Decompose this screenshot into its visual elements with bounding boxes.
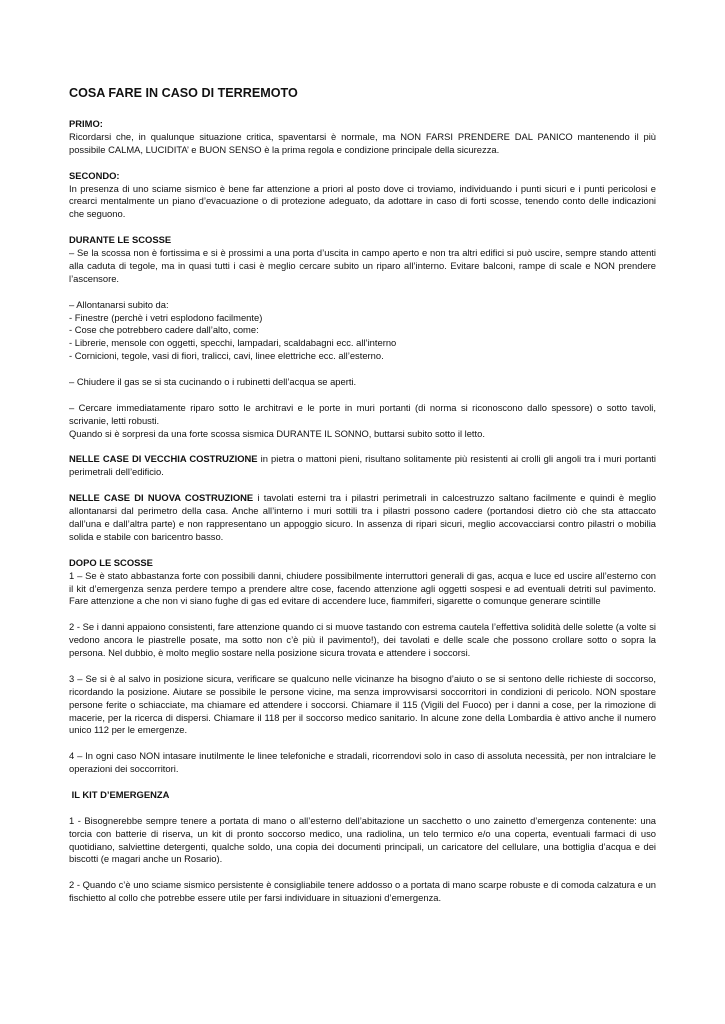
durante-paragraph: Quando si è sorpresi da una forte scossa sismica DURANTE IL SONNO, buttarsi subito sotto il letto. [69,427,485,439]
nuova-bold: NELLE CASE DI NUOVA COSTRUZIONE [69,492,254,504]
kit-heading: IL KIT D’EMERGENZA [69,788,170,800]
durante-paragraph: – Se la scossa non è fortissima e si è prossimi a una porta d’uscita in campo aperto e non tra altri edifici si può uscire, sempre stando attenti alla caduta di tegole, ma in quasi tutti i casi è meglio cercare subito un riparo all’interno. Evitare balconi, rampe di scale e NON prendere l’ascensore. [69,247,656,284]
durante-heading: DURANTE LE SCOSSE [69,234,172,246]
vecchia-text: in pietra o mattoni pieni, risultano solitamente più resistenti ai crolli gli angoli tra i muri portanti perimetrali dell’edificio. [69,453,656,478]
section-primo [69,118,656,157]
durante-paragraph: – Chiudere il gas se si sta cucinando o i rubinetti dell’acqua se aperti. [69,376,357,388]
list-item: - Librerie, mensole con oggetti, specchi, lampadari, scaldabagni ecc. all’interno [69,337,397,349]
nuova-text: i tavolati esterni tra i pilastri perimetrali in calcestruzzo saltano facilmente e quindi è meglio allontanarsi dal perimetro della casa. Anche all’interno i muri sottili tra i pilastri possono cadere (portandosi dietro ciò che sta attaccato dall’una e dall’altra parte) e non rappresentano un appoggio sicuro. In assenza di ripari sicuri, meglio accovacciarsi contro pilastri o mobilia solida e stabile con baricentro basso. [69,492,656,542]
section-nuova [69,492,656,544]
kit-paragraph: 1 - Bisognerebbe sempre tenere a portata di mano o all’esterno dell’abitazione un sacchetto o uno zainetto d’emergenza contenente: una torcia con batterie di riserva, un kit di pronto soccorso medico, una radiolina, un telo termico e/o una coperta, eventuali farmaci di uso quotidiano, salviettine detergenti, qualche soldo, una copia dei documenti principali, un caricatore del cellulare, una bottiglia d’acqua e dei biscotti (e magari anche un Rosario). [69,814,656,865]
list-item: – Allontanarsi subito da: [69,298,169,310]
document-page [69,86,656,918]
dopo-paragraph: 2 - Se i danni appaiono consistenti, fare attenzione quando ci si muove tastando con estrema cautela l’effettiva solidità delle solette (a volte si vedono ancora le piastrelle posate, ma sotto non c’è più il pavimento!), dei tavolati e delle scale che possono crollare sotto o sopra la persona. Nel dubbio, è molto meglio sostare nella posizione sicura trovata e attendere i soccorsi. [69,621,656,659]
kit-paragraph: 2 - Quando c’è uno sciame sismico persistente è consigliabile tenere addosso o a portata di mano scarpe robuste e di comoda calzatura e un fischietto al collo che potrebbe essere utile per farsi individuare in situazioni d’emergenza. [69,879,656,904]
dopo-paragraph: 1 – Se è stato abbastanza forte con possibili danni, chiudere possibilmente interruttori generali di gas, acqua e luce ed uscire all’esterno con il kit d’emergenza senza perdere tempo a prendere altre cose, facendo attenzione agli oggetti sospesi e ad eventuali detriti sul pavimento. Fare attenzione a che non vi siano fughe di gas ed evitare di accendere luce, fiammiferi, sigarette o comunque generare scintille [69,569,656,607]
dopo-paragraph: 4 – In ogni caso NON intasare inutilmente le linee telefoniche e stradali, ricorrendovi solo in caso di assoluta necessità, per non intralciare le operazioni dei soccorritori. [69,750,656,775]
section-vecchia [69,453,656,479]
section-secondo [69,170,656,222]
vecchia-bold: NELLE CASE DI VECCHIA COSTRUZIONE [69,453,258,465]
primo-text: Ricordarsi che, in qualunque situazione critica, spaventarsi è normale, ma NON FARSI PRENDERE DAL PANICO mantenendo il più possibile CALMA, LUCIDITA’ e BUON SENSO è la prima regola e condizione principale della sicurezza. [69,130,656,155]
vecchia-paragraph [69,453,656,479]
section-durante [69,234,656,440]
dopo-paragraph: 3 – Se si è al salvo in posizione sicura, verificare se qualcuno nelle vicinanze ha bisogno d’aiuto o se si sentono delle richieste di soccorso, ricordando la posizione. Aiutare se possibile le persone vicine, ma senza improvvisarsi soccorritori in condizioni di pericolo. NON spostare persone ferite o schiacciate, ma chiamare ed attendere i soccorsi. Chiamare il 115 (Vigili del Fuoco) per i danni a cose, per la rimozione di macerie, per la ricerca di dispersi. Chiamare il 118 per il soccorso medico sanitario. In alcune zone della Lombardia è attivo anche il numero unico 112 per le emergenze. [69,672,656,736]
section-dopo [69,557,656,776]
section-kit [69,789,656,905]
durante-paragraph: – Cercare immediatamente riparo sotto le architravi e le porte in muri portanti (di norma si riconoscono dallo spessore) o sotto tavoli, scrivanie, letti robusti. [69,401,656,426]
list-item: - Finestre (perchè i vetri esplodono facilmente) [69,311,263,323]
durante-list [69,299,656,364]
list-item: - Cose che potrebbero cadere dall’alto, come: [69,324,259,336]
secondo-heading: SECONDO: [69,169,120,181]
list-item: - Cornicioni, tegole, vasi di fiori, tralicci, cavi, linee elettriche ecc. all’esterno. [69,350,384,362]
document-title: COSA FARE IN CASO DI TERREMOTO [69,86,298,100]
primo-heading: PRIMO: [69,118,103,129]
nuova-paragraph [69,492,656,544]
secondo-text: In presenza di uno sciame sismico è bene far attenzione a priori al posto dove ci troviamo, individuando i punti sicuri e i punti pericolosi e crearci mentalmente un piano d’evacuazione o di protezione adeguato, da adottare in caso di forti scosse, tenendo conto delle indicazioni che seguono. [69,182,656,220]
dopo-heading: DOPO LE SCOSSE [69,556,153,568]
